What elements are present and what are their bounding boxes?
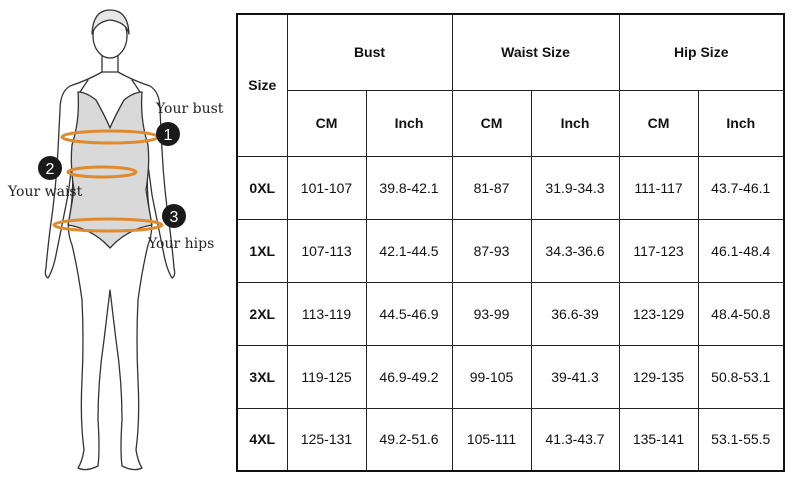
hip-group-header: Hip Size (619, 14, 784, 90)
size-cell: 2XL (237, 282, 287, 345)
table-cell: 46.1-48.4 (698, 219, 784, 282)
table-cell: 50.8-53.1 (698, 345, 784, 408)
table-cell: 44.5-46.9 (366, 282, 452, 345)
size-cell: 0XL (237, 156, 287, 219)
table-cell: 123-129 (619, 282, 698, 345)
size-cell: 1XL (237, 219, 287, 282)
bust-group-header: Bust (287, 14, 452, 90)
size-cell: 4XL (237, 408, 287, 471)
hips-label: Your hips (148, 236, 215, 252)
table-row (237, 282, 784, 345)
unit-header: Inch (698, 90, 784, 156)
unit-header: CM (287, 90, 366, 156)
unit-header: Inch (366, 90, 452, 156)
unit-header: Inch (531, 90, 619, 156)
table-cell: 125-131 (287, 408, 366, 471)
table-cell: 111-117 (619, 156, 698, 219)
table-cell: 105-111 (452, 408, 531, 471)
table-cell: 39.8-42.1 (366, 156, 452, 219)
unit-header: CM (619, 90, 698, 156)
table-cell: 31.9-34.3 (531, 156, 619, 219)
table-cell: 41.3-43.7 (531, 408, 619, 471)
table-cell: 99-105 (452, 345, 531, 408)
table-cell: 129-135 (619, 345, 698, 408)
table-row (237, 345, 784, 408)
table-cell: 43.7-46.1 (698, 156, 784, 219)
table-cell: 46.9-49.2 (366, 345, 452, 408)
table-cell: 49.2-51.6 (366, 408, 452, 471)
table-row (237, 219, 784, 282)
size-cell: 3XL (237, 345, 287, 408)
size-chart-table (236, 13, 785, 472)
table-cell: 135-141 (619, 408, 698, 471)
table-cell: 101-107 (287, 156, 366, 219)
table-cell: 81-87 (452, 156, 531, 219)
table-cell: 42.1-44.5 (366, 219, 452, 282)
table-cell: 113-119 (287, 282, 366, 345)
table-cell: 36.6-39 (531, 282, 619, 345)
bust-badge-number: 1 (163, 127, 173, 144)
table-cell: 117-123 (619, 219, 698, 282)
table-cell: 119-125 (287, 345, 366, 408)
waist-badge-number: 2 (45, 161, 55, 178)
waist-group-header: Waist Size (452, 14, 619, 90)
table-cell: 107-113 (287, 219, 366, 282)
table-cell: 53.1-55.5 (698, 408, 784, 471)
bust-label: Your bust (156, 101, 224, 117)
table-row (237, 156, 784, 219)
table-row (237, 408, 784, 471)
unit-header: CM (452, 90, 531, 156)
table-cell: 87-93 (452, 219, 531, 282)
table-cell: 93-99 (452, 282, 531, 345)
waist-label: Your waist (8, 184, 83, 200)
size-column-header: Size (237, 14, 287, 156)
table-cell: 48.4-50.8 (698, 282, 784, 345)
table-cell: 39-41.3 (531, 345, 619, 408)
table-cell: 34.3-36.6 (531, 219, 619, 282)
hips-badge-number: 3 (169, 209, 179, 226)
